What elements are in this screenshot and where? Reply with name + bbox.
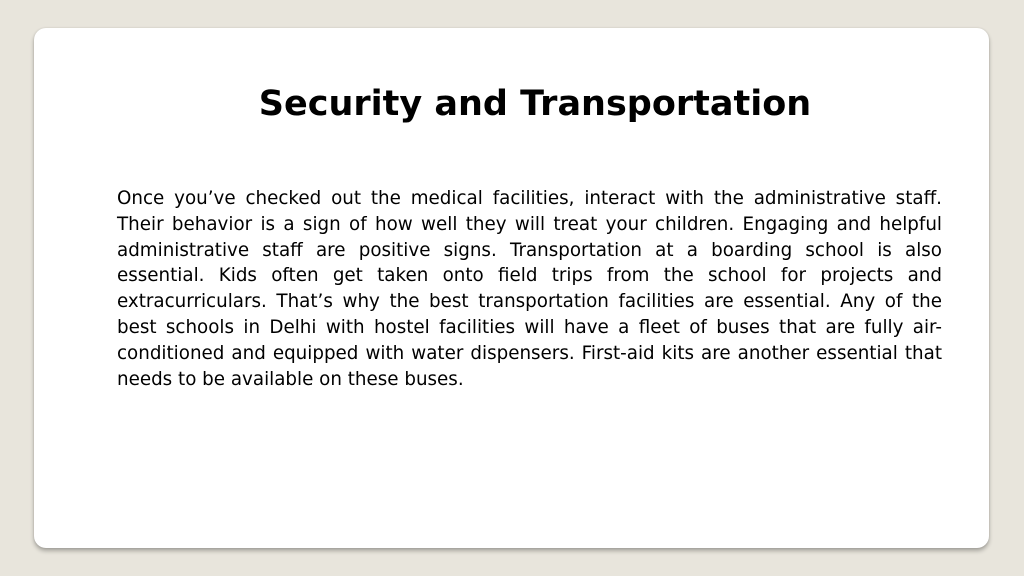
slide-title: Security and Transportation bbox=[258, 84, 812, 124]
slide-body-text: Once you’ve checked out the medical facilities, interact with the administrative staff. Their behavior is a sign of how well they will treat your children. Engaging and helpful administrative staff are positive signs. Transportation at a boarding school is also essential. Kids often get taken onto field trips from the school for projects and extracurriculars. That’s why the best transportation facilities are essential. Any of the best schools in Delhi with hostel facilities will have a fleet of buses that are fully air-conditioned and equipped with water dispensers. First-aid kits are another essential that needs to be available on these buses. bbox=[117, 188, 942, 390]
